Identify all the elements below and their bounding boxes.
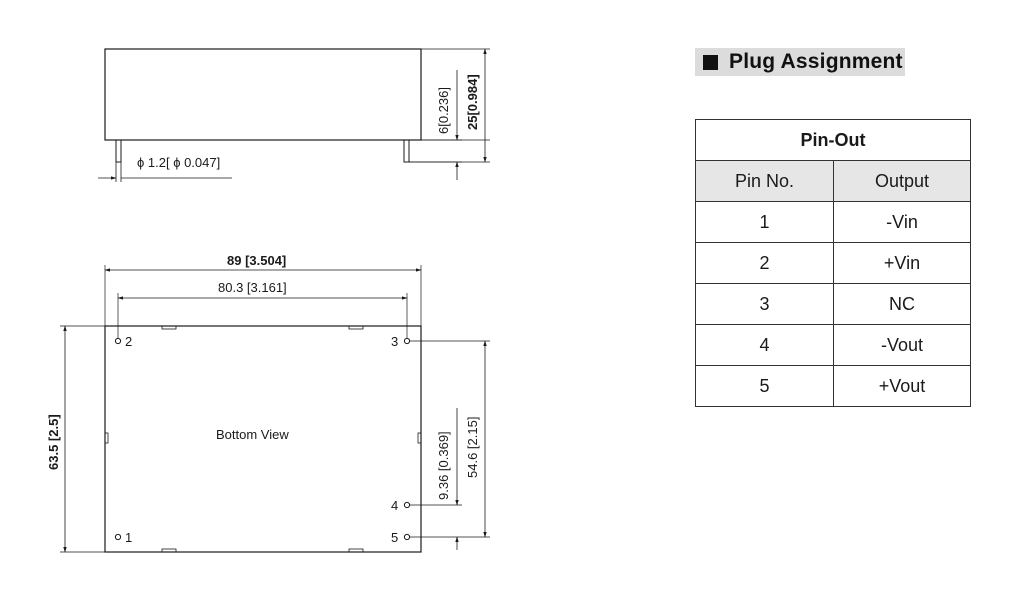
side-view <box>98 49 490 182</box>
bottom-view-label: Bottom View <box>216 427 289 442</box>
heading-square-icon <box>703 55 718 70</box>
output-cell: -Vin <box>834 202 971 243</box>
overall-width-label: 89 [3.504] <box>227 253 287 268</box>
side-pin-right <box>404 140 409 162</box>
overall-depth-label: 63.5 [2.5] <box>46 414 61 470</box>
pin-5-hole <box>404 534 409 539</box>
pin-height-label: 6[0.236] <box>436 87 451 134</box>
plug-assignment-title: Plug Assignment <box>729 50 903 73</box>
pin-diameter-label: ϕ 1.2[ ϕ 0.047] <box>137 155 221 170</box>
table-header-row <box>696 161 971 202</box>
output-cell: +Vout <box>834 366 971 407</box>
plug-assignment-heading <box>695 48 905 76</box>
pin-1-hole <box>115 534 120 539</box>
pin-1-number: 1 <box>125 530 133 545</box>
table-caption-row <box>696 120 971 161</box>
header-pin-no: Pin No. <box>696 161 834 202</box>
pin-number-cell: 5 <box>696 366 834 407</box>
table-row <box>696 366 971 407</box>
pin-4-number: 4 <box>391 498 399 513</box>
table-row <box>696 325 971 366</box>
pin-row-span-label: 54.6 [2.15] <box>465 416 480 478</box>
pin-3-number: 3 <box>391 334 399 349</box>
pin-number-cell: 2 <box>696 243 834 284</box>
side-pin-left <box>116 140 121 162</box>
table-row <box>696 284 971 325</box>
pin-3-hole <box>404 338 409 343</box>
pin-number-cell: 4 <box>696 325 834 366</box>
output-cell: NC <box>834 284 971 325</box>
output-cell: -Vout <box>834 325 971 366</box>
body-height-label: 25[0.984] <box>465 74 480 130</box>
table-caption: Pin-Out <box>696 120 971 161</box>
pin-2-number: 2 <box>125 334 133 349</box>
pin-4-hole <box>404 502 409 507</box>
pin-2-hole <box>115 338 120 343</box>
pin-out-table <box>695 119 971 407</box>
table-row <box>696 243 971 284</box>
pin-number-cell: 1 <box>696 202 834 243</box>
output-cell: +Vin <box>834 243 971 284</box>
pin-span-label: 80.3 [3.161] <box>218 280 287 295</box>
header-output: Output <box>834 161 971 202</box>
table-row <box>696 202 971 243</box>
pin-number-cell: 3 <box>696 284 834 325</box>
pin-offset-label: 9.36 [0.369] <box>436 431 451 500</box>
module-body-side <box>105 49 421 140</box>
pin-5-number: 5 <box>391 530 399 545</box>
bottom-view <box>46 253 490 552</box>
